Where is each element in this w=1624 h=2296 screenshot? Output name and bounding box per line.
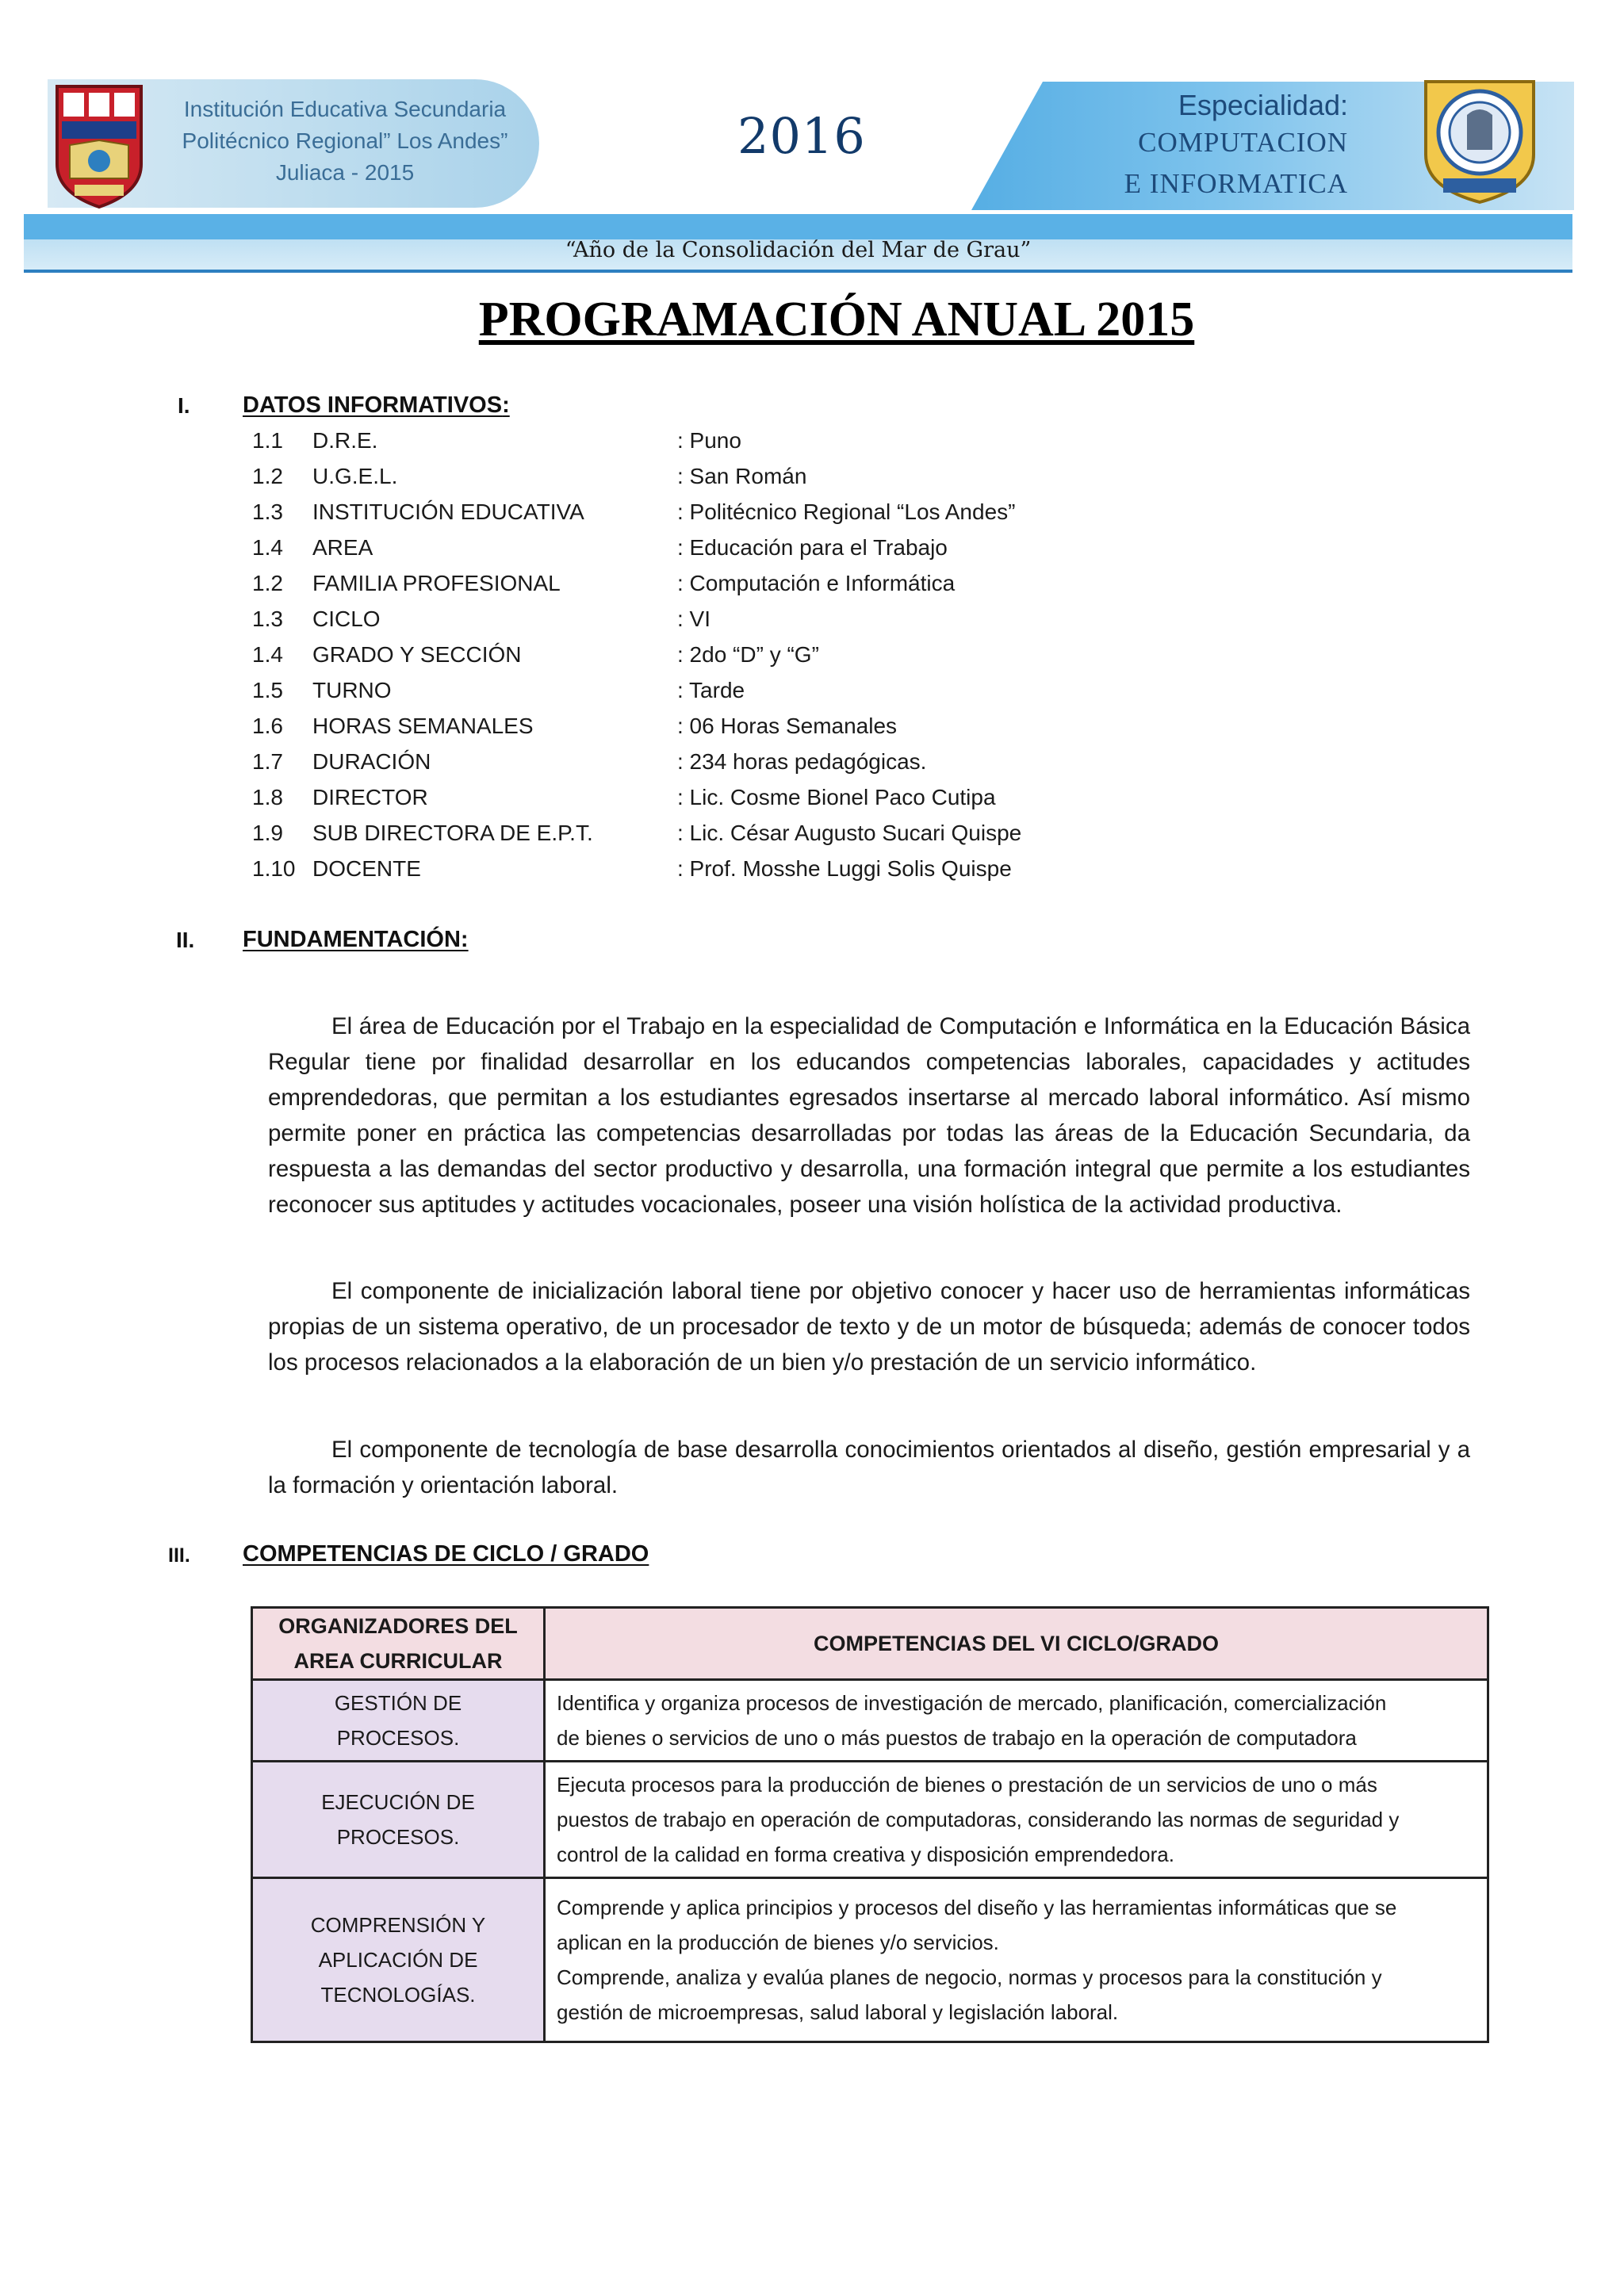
info-row: 1.3 CICLO : VI [252, 607, 711, 631]
section-2-number: II. [176, 928, 195, 952]
competence-cell: Comprende y aplica principios y procesos del diseño y las herramientas informáticas que se aplican en la producción de bienes y/o servicios. Comprende, analiza y evalúa planes de negocio, normas y procesos para la constitución y gestión de microempresas, salud laboral y legislación laboral. [545, 1878, 1488, 2042]
info-row: 1.10 DOCENTE : Prof. Mosshe Luggi Solis Quispe [252, 856, 1012, 881]
organizer-cell: GESTIÓN DE PROCESOS. [252, 1680, 545, 1762]
year-motto: “Año de la Consolidación del Mar de Grau” [565, 238, 1032, 262]
info-row: 1.3 INSTITUCIÓN EDUCATIVA : Politécnico Regional “Los Andes” [252, 499, 1016, 524]
school-shield-logo [52, 82, 146, 210]
specialty-emblem-logo [1419, 75, 1540, 206]
section-1-number: I. [178, 393, 190, 418]
section-1-title: DATOS INFORMATIVOS: [243, 392, 510, 418]
info-row: 1.2 U.G.E.L. : San Román [252, 464, 807, 488]
table-header-row [252, 1608, 1488, 1680]
header-competencies: COMPETENCIAS DEL VI CICLO/GRADO [545, 1608, 1488, 1680]
fundamentacion-paragraph-3: El componente de tecnología de base desarrolla conocimientos orientados al diseño, gestión empresarial y a la formación y orientación laboral. [268, 1437, 1470, 1498]
info-row: 1.5 TURNO : Tarde [252, 678, 745, 702]
section-3-number: III. [168, 1544, 190, 1567]
header-year: 2016 [737, 107, 866, 165]
fundamentacion-paragraph-2: El componente de inicialización laboral tiene por objetivo conocer y hacer uso de herramientas informáticas propias de un sistema operativo, de un procesador de texto y de un motor de búsqueda; además de conocer todos los procesos relacionados a la elaboración de un bien y/o prestación de un servicio informático. [268, 1278, 1470, 1376]
specialty-name: Especialidad: COMPUTACION E INFORMATICA [1124, 89, 1348, 199]
info-row: 1.8 DIRECTOR : Lic. Cosme Bionel Paco Cutipa [252, 785, 996, 809]
info-row: 1.9 SUB DIRECTORA DE E.P.T. : Lic. César Augusto Sucari Quispe [252, 821, 1022, 845]
info-row: 1.7 DURACIÓN : 234 horas pedagógicas. [252, 749, 927, 774]
info-row: 1.4 AREA : Educación para el Trabajo [252, 535, 948, 560]
header-organizers: ORGANIZADORES DEL AREA CURRICULAR [252, 1608, 545, 1680]
competence-cell: Ejecuta procesos para la producción de bienes o prestación de un servicios de uno o más puestos de trabajo en operación de computadoras, considerando las normas de seguridad y control de la calidad en forma creativa y disposición emprendedora. [545, 1762, 1488, 1878]
page-title: PROGRAMACIÓN ANUAL 2015 [478, 293, 1195, 346]
organizer-cell: EJECUCIÓN DE PROCESOS. [252, 1762, 545, 1878]
table-row [252, 1878, 1488, 2042]
organizer-cell: COMPRENSIÓN Y APLICACIÓN DE TECNOLOGÍAS. [252, 1878, 545, 2042]
info-list [252, 428, 1124, 892]
section-3-title: COMPETENCIAS DE CICLO / GRADO [243, 1541, 649, 1567]
info-row: 1.6 HORAS SEMANALES : 06 Horas Semanales [252, 714, 898, 738]
institution-name: Institución Educativa Secundaria Politécnico Regional” Los Andes” Juliaca - 2015 [182, 97, 508, 185]
info-row: 1.2 FAMILIA PROFESIONAL : Computación e Informática [252, 571, 956, 595]
table-row [252, 1680, 1488, 1762]
fundamentacion-paragraph-1: El área de Educación por el Trabajo en la especialidad de Computación e Informática en la Educación Básica Regular tiene por finalidad desarrollar en los educandos competencias laborales, capacidades y actitudes emprendedoras, que permitan a los estudiantes egresados insertarse al mercado laboral informático. Así mismo permite poner en práctica las competencias desarrolladas por todas las áreas de la Educación Secundaria, da respuesta a las demandas del sector productivo y desarrolla, una formación integral que permite a los estudiantes reconocer sus aptitudes y actitudes vocacionales, poseer una visión holística de la actividad productiva. [268, 1013, 1470, 1218]
competencies-table [251, 1606, 1489, 2043]
section-2-title: FUNDAMENTACIÓN: [243, 927, 469, 952]
table-row [252, 1762, 1488, 1878]
info-row: 1.1 D.R.E. : Puno [252, 428, 741, 453]
competence-cell: Identifica y organiza procesos de investigación de mercado, planificación, comercialización de bienes o servicios de uno o más puestos de trabajo en la operación de computadora [545, 1680, 1488, 1762]
info-row: 1.4 GRADO Y SECCIÓN : 2do “D” y “G” [252, 642, 819, 667]
